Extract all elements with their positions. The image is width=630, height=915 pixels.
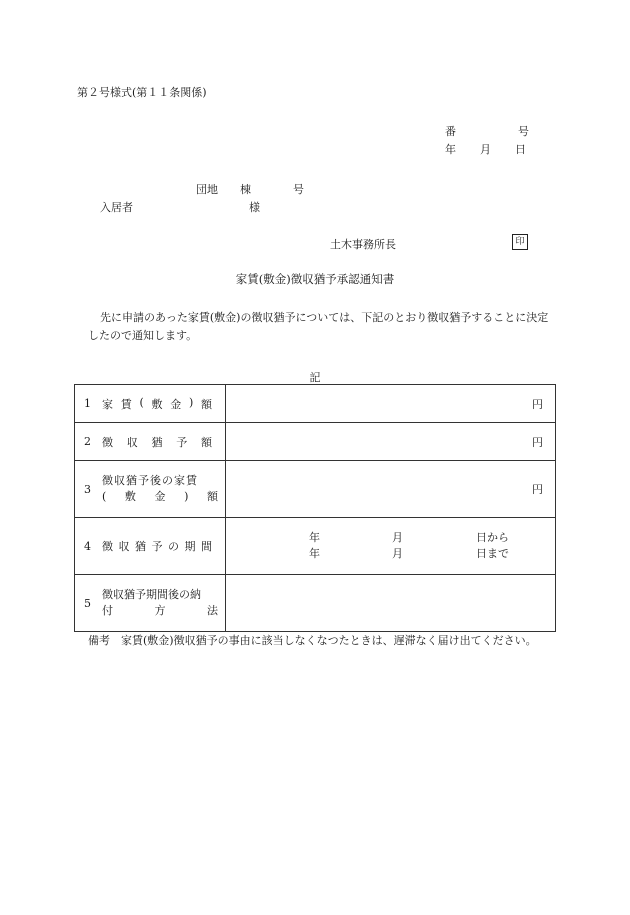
rent-amount-label-cell (75, 385, 226, 423)
seal-mark: 印 (512, 234, 528, 250)
month-label: 月 (392, 547, 403, 560)
label-char: ) (188, 395, 194, 409)
label-line: 徴収猶予期間後の納 (102, 588, 201, 601)
row-number: 5 (84, 596, 91, 610)
building-label: 棟 (240, 183, 251, 196)
issue-date-line (445, 141, 526, 157)
table-row (75, 575, 556, 632)
table-row (75, 518, 556, 575)
label-char: 期 (184, 540, 196, 553)
label-char: 額 (201, 435, 212, 449)
table-row (75, 385, 556, 423)
label-char: 収 (126, 435, 138, 449)
remarks-note: 備考 家賃(敷金)徴収猶予の事由に該当しなくなつたときは、遅滞なく届け出てください。 (88, 634, 537, 647)
row-number: 1 (84, 397, 91, 410)
rent-amount-field[interactable] (226, 385, 556, 423)
label-char: ( (102, 490, 107, 503)
label-char: 猶 (135, 540, 146, 553)
label-char: 収 (118, 540, 130, 553)
label-char: ) (184, 490, 189, 503)
month-label: 月 (480, 143, 491, 156)
address-line (196, 181, 304, 197)
year-label: 年 (309, 547, 320, 560)
table-row (75, 423, 556, 461)
ki-heading: 記 (309, 371, 321, 384)
label-char: の (168, 540, 179, 553)
label-line: 徴収猶予後の家賃 (102, 474, 198, 487)
label-char: 予 (151, 540, 163, 553)
label-char: 猶 (151, 435, 163, 449)
year-label: 年 (445, 143, 456, 156)
document-number-line (445, 123, 529, 139)
body-paragraph: 先に申請のあった家賃(敷金)の徴収猶予については、下記のとおり徴収猶予することに決定したので通知します。 (88, 311, 549, 342)
label-char: 額 (206, 490, 218, 503)
label-char: 金 (154, 490, 166, 503)
deferral-amount-field[interactable] (226, 423, 556, 461)
deferral-amount-label-cell (75, 423, 226, 461)
yen-unit: 円 (532, 483, 543, 496)
document-title: 家賃(敷金)徴収猶予承認通知書 (235, 272, 395, 286)
day-label: 日 (515, 143, 526, 156)
year-label: 年 (309, 531, 320, 544)
honorific-label: 様 (249, 201, 260, 214)
label-char: 徴 (102, 435, 113, 449)
label-char: 家 (102, 397, 113, 411)
label-char: 付 (102, 604, 113, 617)
table-row (75, 461, 556, 518)
day-until-label: 日まで (476, 547, 509, 560)
label-char: 間 (201, 540, 212, 553)
label-char: 方 (154, 604, 166, 617)
day-from-label: 日から (476, 531, 509, 544)
period-start-line (226, 530, 555, 546)
form-number: 第２号様式(第１１条関係) (77, 86, 207, 99)
details-table (74, 384, 556, 632)
deferral-period-field[interactable] (226, 518, 556, 575)
yen-unit: 円 (532, 397, 543, 411)
room-number-label: 号 (293, 183, 304, 196)
post-deferral-rent-label-cell (75, 461, 226, 518)
label-char: ( (139, 395, 144, 409)
label-char: 徴 (102, 540, 113, 553)
label-char: 敷 (151, 397, 163, 411)
ban-label: 番 (445, 125, 456, 138)
yen-unit: 円 (532, 435, 543, 449)
resident-label: 入居者 (100, 201, 133, 214)
payment-method-field[interactable] (226, 575, 556, 632)
sender-title: 土木事務所長 (330, 238, 396, 251)
row-number: 4 (84, 539, 91, 553)
label-char: 法 (207, 604, 218, 617)
row-number: 3 (84, 482, 91, 496)
post-deferral-rent-field[interactable] (226, 461, 556, 518)
period-end-line (226, 546, 555, 562)
payment-method-label-cell (75, 575, 226, 632)
label-char: 敷 (124, 490, 136, 503)
resident-line (100, 199, 260, 215)
deferral-period-label-cell (75, 518, 226, 575)
month-label: 月 (392, 531, 403, 544)
label-char: 金 (170, 397, 182, 411)
label-char: 額 (201, 397, 212, 411)
danchi-label: 団地 (196, 183, 218, 196)
label-char: 賃 (120, 397, 132, 411)
go-label: 号 (518, 125, 529, 138)
row-number: 2 (84, 435, 91, 448)
label-char: 予 (176, 435, 188, 449)
